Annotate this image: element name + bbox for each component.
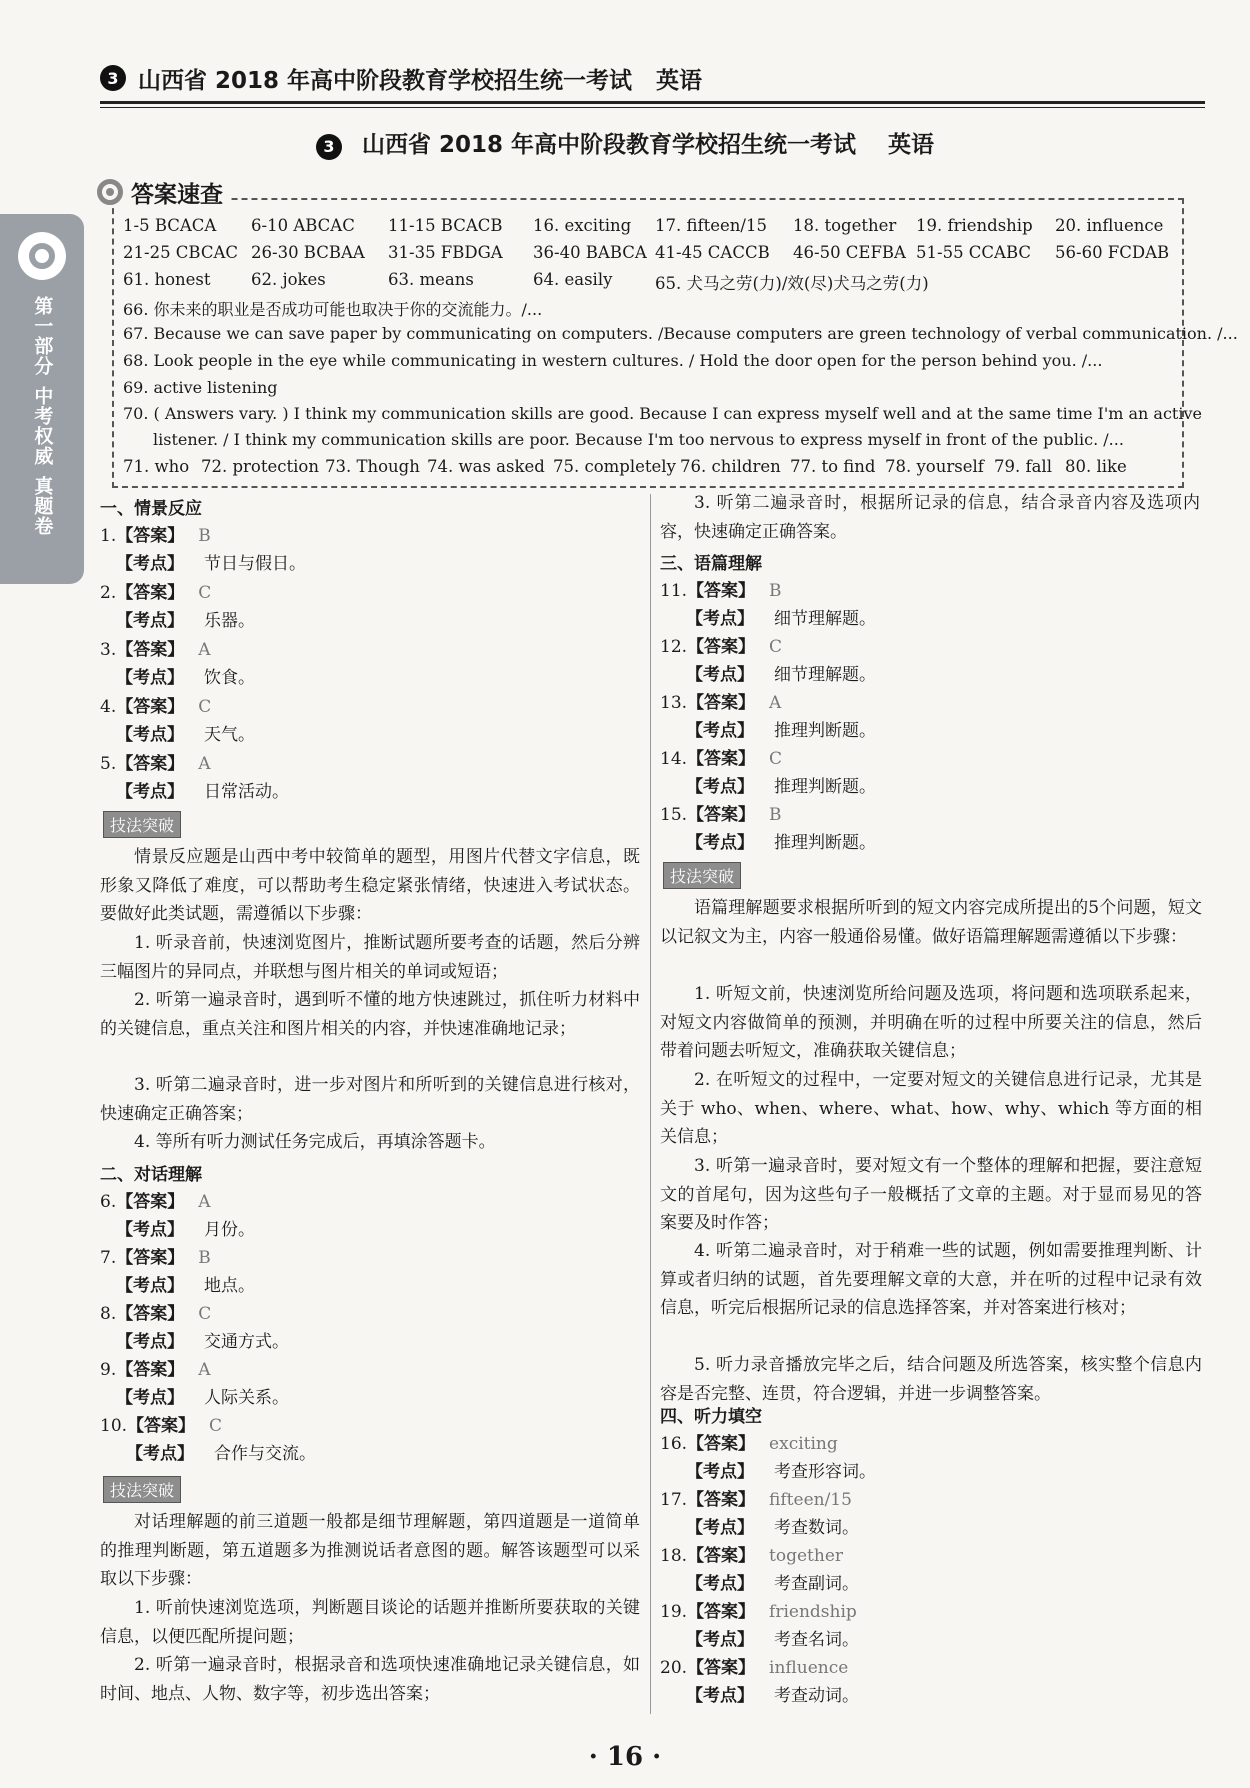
- answer-cell: 76. children: [680, 457, 781, 476]
- answer-label: 【答案】: [116, 1304, 185, 1324]
- answer-value: A: [198, 640, 211, 660]
- side-tab-label-1: 第一部分: [31, 296, 54, 376]
- answer-cell: 62. jokes: [251, 270, 326, 289]
- question-answer: [660, 800, 782, 825]
- paragraph: 4. 等所有听力测试任务完成后，再填涂答题卡。: [134, 1132, 496, 1152]
- point-label: 【考点】: [686, 721, 754, 741]
- question-answer: [100, 578, 211, 603]
- answer-value: B: [198, 526, 211, 546]
- question-point: [686, 1457, 876, 1482]
- answer-cell: 51-55 CCABC: [916, 243, 1032, 262]
- answer-label: 【答案】: [127, 1416, 196, 1436]
- question-answer: [660, 1429, 838, 1454]
- section-number-badge: 3: [100, 65, 126, 91]
- answer-cell: 71. who: [123, 457, 190, 476]
- paragraph: 1. 听前快速浏览选项，判断题目谈论的话题并推断所要获取的关键信息，以便匹配所提问题；: [100, 1598, 640, 1647]
- q-number: 20.: [660, 1658, 688, 1678]
- answer-label: 【答案】: [687, 1546, 756, 1566]
- paragraph: 5. 听力录音播放完毕之后，结合问题及所选答案，核实整个信息内容是否完整、连贯，符合逻辑，并进一步调整答案。: [660, 1355, 1202, 1404]
- answer-label: 【答案】: [116, 640, 185, 660]
- q-number: 7.: [100, 1248, 117, 1268]
- point-value: 考查副词。: [774, 1574, 859, 1594]
- answer-cell: 16. exciting: [533, 216, 632, 235]
- point-label: 【考点】: [116, 611, 184, 631]
- point-label: 【考点】: [686, 1574, 754, 1594]
- answer-cell: 11-15 BCACB: [388, 216, 503, 235]
- answer-cell: 6-10 ABCAC: [251, 216, 355, 235]
- answer-cell: 79. fall: [994, 457, 1052, 476]
- point-value: 天气。: [204, 725, 255, 745]
- answer-value: A: [198, 1360, 211, 1380]
- question-point: [686, 1569, 859, 1594]
- question-answer: [100, 1243, 211, 1268]
- target-bullet-icon: [97, 179, 123, 205]
- answer-value: B: [769, 805, 782, 825]
- running-header: [100, 56, 1200, 100]
- point-value: 考查动词。: [774, 1686, 859, 1706]
- answer-cell: 77. to find: [790, 457, 876, 476]
- answer-value: B: [769, 581, 782, 601]
- question-answer: [100, 1411, 222, 1436]
- point-value: 合作与交流。: [214, 1444, 316, 1464]
- paragraph: 1. 听录音前，快速浏览图片，推断试题所要考查的话题，然后分辨三幅图片的异同点，并联想与图片相关的单词或短语；: [100, 933, 640, 982]
- point-value: 乐器。: [204, 611, 255, 631]
- answer-cell: 65. 犬马之劳(力)/效(尽)犬马之劳(力): [655, 274, 929, 293]
- point-label: 【考点】: [116, 782, 184, 802]
- answer-69: 69. active listening: [123, 378, 278, 397]
- question-point: [116, 549, 306, 574]
- column-divider: [650, 494, 651, 1714]
- point-label: 【考点】: [116, 1220, 184, 1240]
- section-title-3: 三、语篇理解: [660, 554, 762, 574]
- q-number: 15.: [660, 805, 688, 825]
- point-value: 考查形容词。: [774, 1462, 876, 1482]
- question-point: [116, 777, 289, 802]
- point-label: 【考点】: [116, 1388, 184, 1408]
- question-point: [116, 1215, 255, 1240]
- header-rule-thin: [100, 107, 1205, 108]
- q-number: 8.: [100, 1304, 117, 1324]
- question-answer: [660, 1485, 852, 1510]
- point-label: 【考点】: [686, 1686, 754, 1706]
- question-point: [116, 1383, 289, 1408]
- side-tab-label-2: 中考权威: [31, 386, 54, 466]
- point-value: 细节理解题。: [774, 609, 876, 629]
- answer-67: 67. Because we can save paper by communicating on computers. /Because computers are green technology of verbal communication. /...: [123, 324, 1238, 343]
- answer-cell: 72. protection: [201, 457, 319, 476]
- question-point: [116, 1271, 255, 1296]
- answer-value: C: [769, 749, 783, 769]
- question-answer: [660, 576, 782, 601]
- answer-cell: 20. influence: [1055, 216, 1164, 235]
- answer-cell: 19. friendship: [916, 216, 1033, 235]
- answer-cell: 74. was asked: [427, 457, 545, 476]
- point-value: 节日与假日。: [204, 554, 306, 574]
- answers-heading-text: 答案速查: [131, 181, 223, 208]
- point-label: 【考点】: [686, 609, 754, 629]
- point-value: 考查数词。: [774, 1518, 859, 1538]
- point-value: 考查名词。: [774, 1630, 859, 1650]
- skill-badge: 技法突破: [103, 1476, 181, 1503]
- answer-label: 【答案】: [687, 805, 756, 825]
- point-label: 【考点】: [686, 665, 754, 685]
- question-answer: [660, 688, 781, 713]
- point-label: 【考点】: [686, 833, 754, 853]
- q-number: 2.: [100, 583, 117, 603]
- q-number: 16.: [660, 1434, 688, 1454]
- answer-cell: 36-40 BABCA: [533, 243, 647, 262]
- answers-heading: [97, 176, 229, 208]
- answer-label: 【答案】: [687, 1490, 756, 1510]
- question-answer: [100, 692, 211, 717]
- question-answer: [100, 1187, 211, 1212]
- q-number: 1.: [100, 526, 117, 546]
- answer-label: 【答案】: [116, 526, 185, 546]
- question-answer: [100, 635, 211, 660]
- point-label: 【考点】: [116, 1276, 184, 1296]
- paragraph: 3. 听第二遍录音时，进一步对图片和所听到的关键信息进行核对，快速确定正确答案；: [100, 1075, 640, 1124]
- answer-cell: 75. completely: [553, 457, 676, 476]
- answer-value: C: [198, 583, 212, 603]
- answer-value: fifteen/15: [769, 1490, 852, 1510]
- question-point: [116, 1327, 289, 1352]
- question-point: [686, 1513, 859, 1538]
- title-number-badge: 3: [316, 134, 342, 160]
- answer-value: together: [769, 1546, 844, 1566]
- answer-label: 【答案】: [116, 1360, 185, 1380]
- paragraph: 2. 听第一遍录音时，遇到听不懂的地方快速跳过，抓住听力材料中的关键信息，重点关注和图片相关的内容，并快速准确地记录；: [100, 990, 640, 1039]
- question-point: [116, 720, 255, 745]
- answer-value: C: [209, 1416, 223, 1436]
- answer-cell: 80. like: [1065, 457, 1127, 476]
- answer-cell: 56-60 FCDAB: [1055, 243, 1170, 262]
- question-answer: [660, 744, 782, 769]
- page-number: · 16 ·: [588, 1742, 662, 1772]
- q-number: 5.: [100, 754, 117, 774]
- q-number: 18.: [660, 1546, 688, 1566]
- answer-70-part1: 70. ( Answers vary. ) I think my communication skills are good. Because I can express myself well and at the same time I'm an active: [123, 404, 1202, 423]
- answer-value: exciting: [769, 1434, 838, 1454]
- answer-value: A: [198, 754, 211, 774]
- answer-label: 【答案】: [687, 581, 756, 601]
- paragraph: 语篇理解题要求根据所听到的短文内容完成所提出的5个问题，短文以记叙文为主，内容一般通俗易懂。做好语篇理解题需遵循以下步骤：: [660, 898, 1202, 947]
- answer-cell: 78. yourself: [885, 457, 984, 476]
- answer-label: 【答案】: [687, 693, 756, 713]
- answer-label: 【答案】: [116, 1248, 185, 1268]
- q-number: 4.: [100, 697, 117, 717]
- q-number: 12.: [660, 637, 688, 657]
- paragraph: 3. 听第二遍录音时，根据所记录的信息，结合录音内容及选项内容，快速确定正确答案。: [660, 493, 1200, 542]
- point-value: 细节理解题。: [774, 665, 876, 685]
- question-answer: [100, 1299, 211, 1324]
- page-title: [0, 126, 1250, 160]
- q-number: 11.: [660, 581, 688, 601]
- q-number: 10.: [100, 1416, 128, 1436]
- point-value: 推理判断题。: [774, 721, 876, 741]
- question-point: [686, 716, 876, 741]
- title-text: 山西省 2018 年高中阶段教育学校招生统一考试: [361, 132, 857, 158]
- question-point: [686, 1625, 859, 1650]
- point-label: 【考点】: [116, 668, 184, 688]
- answer-label: 【答案】: [687, 1602, 756, 1622]
- point-label: 【考点】: [116, 1332, 184, 1352]
- paragraph: 4. 听第二遍录音时，对于稍难一些的试题，例如需要推理判断、计算或者归纳的试题，首先要理解文章的大意，并在听的过程中记录有效信息，听完后根据所记录的信息选择答案，并对答案进行核对；: [660, 1241, 1202, 1318]
- header-rule-thick: [100, 101, 1205, 104]
- answer-cell: 17. fifteen/15: [655, 216, 767, 235]
- point-value: 人际关系。: [204, 1388, 289, 1408]
- answer-cell: 21-25 CBCAC: [123, 243, 239, 262]
- answer-label: 【答案】: [116, 697, 185, 717]
- answer-66: 66. 你未来的职业是否成功可能也取决于你的交流能力。/...: [123, 300, 543, 319]
- section-title-2: 二、对话理解: [100, 1165, 202, 1185]
- paragraph: 情景反应题是山西中考中较简单的题型，用图片代替文字信息，既形象又降低了难度，可以帮助考生稳定紧张情绪，快速进入考试状态。要做好此类试题，需遵循以下步骤：: [100, 847, 640, 924]
- point-value: 日常活动。: [204, 782, 289, 802]
- answer-label: 【答案】: [687, 1434, 756, 1454]
- question-point: [116, 606, 255, 631]
- point-label: 【考点】: [686, 777, 754, 797]
- answer-cell: 41-45 CACCB: [655, 243, 770, 262]
- title-subject: 英语: [888, 132, 935, 158]
- question-answer: [100, 749, 211, 774]
- answer-value: C: [769, 637, 783, 657]
- answer-label: 【答案】: [116, 1192, 185, 1212]
- answer-value: A: [769, 693, 782, 713]
- answer-cell: 64. easily: [533, 270, 613, 289]
- side-chapter-tab: [0, 214, 84, 584]
- question-answer: [100, 521, 211, 546]
- paragraph: 1. 听短文前，快速浏览所给问题及选项，将问题和选项联系起来，对短文内容做简单的预测，并明确在听的过程中所要关注的信息，然后带着问题去听短文，准确获取关键信息；: [660, 984, 1202, 1061]
- answer-value: friendship: [769, 1602, 857, 1622]
- point-label: 【考点】: [126, 1444, 194, 1464]
- answer-value: influence: [769, 1658, 849, 1678]
- answer-label: 【答案】: [116, 754, 185, 774]
- side-tab-label-3: 真题卷: [31, 476, 54, 536]
- running-subject: 英语: [656, 67, 703, 94]
- q-number: 13.: [660, 693, 688, 713]
- answer-cell: 61. honest: [123, 270, 211, 289]
- point-value: 地点。: [204, 1276, 255, 1296]
- answer-value: A: [198, 1192, 211, 1212]
- question-answer: [660, 1653, 848, 1678]
- question-point: [686, 1681, 859, 1706]
- target-icon: [18, 232, 66, 280]
- q-number: 14.: [660, 749, 688, 769]
- answer-label: 【答案】: [687, 749, 756, 769]
- point-value: 交通方式。: [204, 1332, 289, 1352]
- point-label: 【考点】: [686, 1462, 754, 1482]
- answer-label: 【答案】: [687, 637, 756, 657]
- answer-label: 【答案】: [116, 583, 185, 603]
- answer-value: C: [198, 697, 212, 717]
- skill-badge: 技法突破: [103, 811, 181, 838]
- point-label: 【考点】: [116, 725, 184, 745]
- answer-value: B: [198, 1248, 211, 1268]
- question-point: [686, 660, 876, 685]
- section-title-4: 四、听力填空: [660, 1407, 762, 1427]
- question-point: [116, 663, 255, 688]
- point-value: 月份。: [204, 1220, 255, 1240]
- point-value: 推理判断题。: [774, 777, 876, 797]
- answer-cell: 1-5 BCACA: [123, 216, 217, 235]
- answer-cell: 73. Though: [325, 457, 420, 476]
- point-label: 【考点】: [116, 554, 184, 574]
- question-point: [686, 772, 876, 797]
- question-answer: [660, 1541, 843, 1566]
- paragraph: 3. 听第一遍录音时，要对短文有一个整体的理解和把握，要注意短文的首尾句，因为这些句子一般概括了文章的主题。对于显而易见的答案要及时作答；: [660, 1156, 1202, 1233]
- answer-cell: 63. means: [388, 270, 474, 289]
- question-answer: [660, 632, 782, 657]
- paragraph: 2. 在听短文的过程中，一定要对短文的关键信息进行记录，尤其是关于 who、when、where、what、how、why、which 等方面的相关信息；: [660, 1070, 1202, 1147]
- q-number: 9.: [100, 1360, 117, 1380]
- q-number: 3.: [100, 640, 117, 660]
- point-label: 【考点】: [686, 1630, 754, 1650]
- q-number: 17.: [660, 1490, 688, 1510]
- question-point: [686, 828, 876, 853]
- paragraph: 2. 听第一遍录音时，根据录音和选项快速准确地记录关键信息，如时间、地点、人物、数字等，初步选出答案；: [100, 1655, 640, 1704]
- running-title: 山西省 2018 年高中阶段教育学校招生统一考试: [138, 67, 633, 94]
- q-number: 19.: [660, 1602, 688, 1622]
- answer-value: C: [198, 1304, 212, 1324]
- skill-badge: 技法突破: [663, 862, 741, 889]
- section-title-1: 一、情景反应: [100, 499, 202, 519]
- question-point: [126, 1439, 316, 1464]
- answer-70-part2: listener. / I think my communication skills are poor. Because I'm too nervous to express myself in front of the public. /...: [153, 430, 1124, 449]
- answer-cell: 46-50 CEFBA: [793, 243, 906, 262]
- point-value: 推理判断题。: [774, 833, 876, 853]
- question-answer: [100, 1355, 211, 1380]
- point-value: 饮食。: [204, 668, 255, 688]
- question-answer: [660, 1597, 857, 1622]
- question-point: [686, 604, 876, 629]
- paragraph: 对话理解题的前三道题一般都是细节理解题，第四道题是一道简单的推理判断题，第五道题多为推测说话者意图的题。解答该题型可以采取以下步骤：: [100, 1512, 640, 1589]
- answer-cell: 18. together: [793, 216, 897, 235]
- answer-cell: 31-35 FBDGA: [388, 243, 503, 262]
- answer-cell: 26-30 BCBAA: [251, 243, 365, 262]
- answer-label: 【答案】: [687, 1658, 756, 1678]
- point-label: 【考点】: [686, 1518, 754, 1538]
- q-number: 6.: [100, 1192, 117, 1212]
- answer-68: 68. Look people in the eye while communicating in western cultures. / Hold the door open for the person behind you. /...: [123, 351, 1103, 370]
